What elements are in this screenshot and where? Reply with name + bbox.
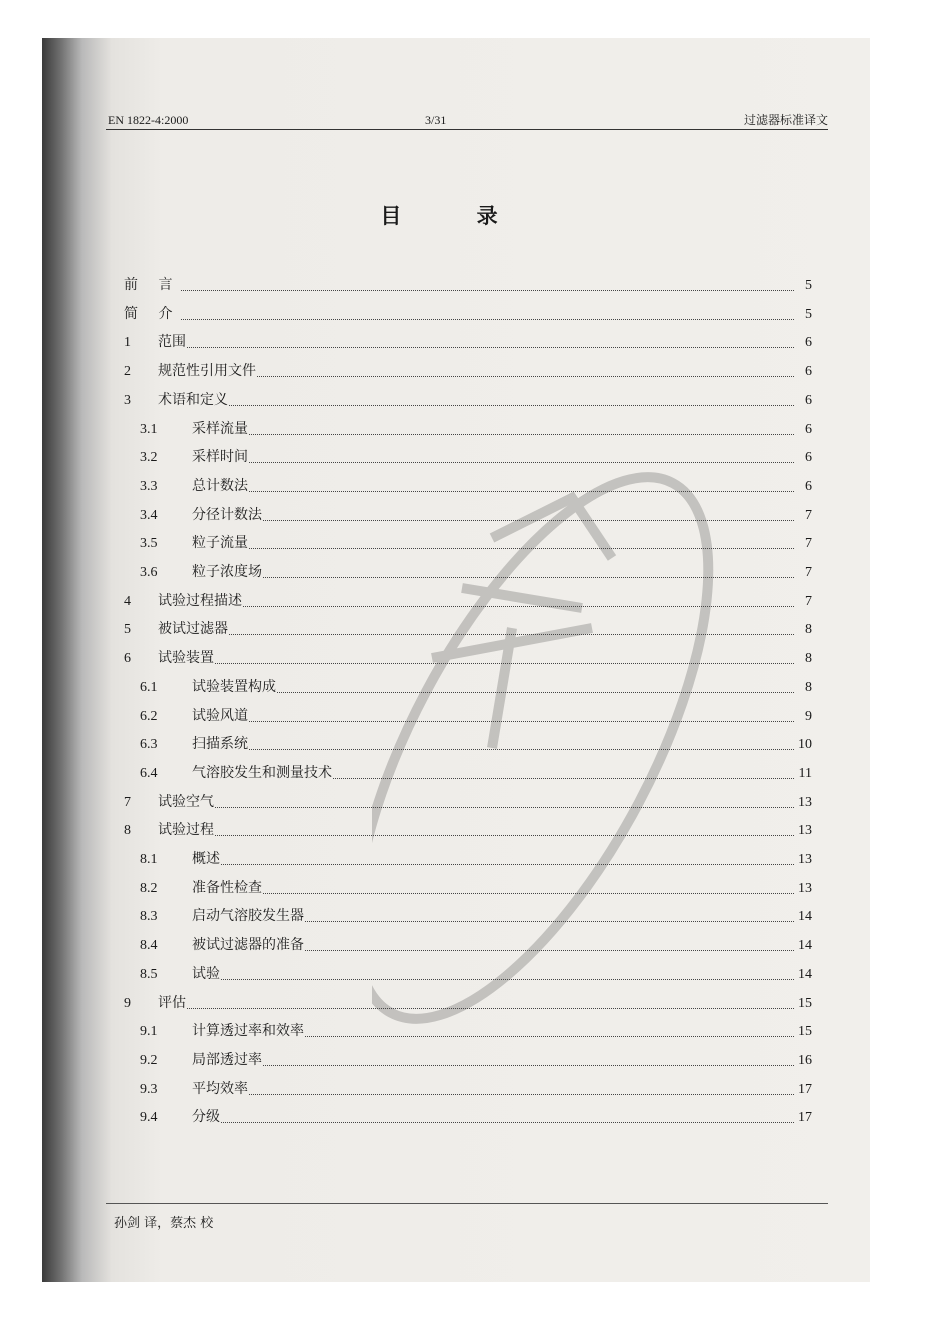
toc-entry-number: 简 介 [124,305,181,322]
header-rule [106,129,828,130]
toc-entry-page: 6 [805,478,812,494]
page-number: 3/31 [425,113,447,127]
toc-entry-title: 采样流量 [192,420,248,437]
footer-rule [106,1203,828,1204]
toc-entry-title: 被试过滤器的准备 [192,937,304,954]
toc-entry [124,678,812,696]
page-title: 目 录 [380,204,532,228]
toc-entry [124,1022,812,1040]
toc-entry [124,420,812,438]
toc-entry-number: 3.3 [140,478,158,494]
toc-leader-dots [263,1065,794,1066]
toc-entry-page: 7 [805,565,812,580]
toc-entry-page: 7 [805,593,812,609]
toc-entry-title: 气溶胶发生和测量技术 [192,764,332,781]
toc-entry-number: 6 [124,651,131,667]
toc-entry [124,879,812,897]
toc-leader-dots [305,950,794,951]
toc-entry-number: 2 [124,364,131,380]
toc-leader-dots [215,807,794,808]
toc-entry [124,965,812,983]
toc-entry-number: 6.4 [140,765,158,781]
toc-leader-dots [249,721,794,722]
toc-entry-title: 分级 [192,1109,220,1126]
toc-entry [124,620,812,638]
toc-entry-title: 试验装置 [158,650,214,667]
toc-entry-number: 8 [124,823,131,839]
toc-entry-number: 7 [124,794,131,810]
toc-entry [124,649,812,667]
toc-entry-title: 计算透过率和效率 [192,1023,304,1040]
translator-credit: 孙剑 译，蔡杰 校 [114,1216,214,1231]
toc-entry [124,391,812,409]
toc-entry-number: 8.4 [140,938,158,954]
standard-number: EN 1822-4:2000 [108,113,189,127]
toc-entry-page: 13 [798,794,812,810]
header-title: 过滤器标准译文 [743,113,828,127]
toc-leader-dots [249,434,794,435]
toc-entry-number: 9.1 [140,1024,158,1040]
toc-leader-dots [249,491,794,492]
toc-entry-page: 16 [798,1052,812,1068]
toc-leader-dots [187,1008,794,1009]
toc-entry-page: 6 [805,364,812,380]
toc-entry-number: 8.2 [140,880,158,896]
toc-entry-number: 3.1 [140,421,158,437]
toc-entry-title: 试验过程描述 [158,592,242,609]
toc-leader-dots [305,921,794,922]
toc-entry [124,305,812,323]
toc-leader-dots [215,663,794,664]
toc-entry-page: 14 [798,938,812,954]
toc-entry-page: 6 [805,335,812,351]
toc-entry-page: 8 [805,679,812,695]
toc-entry [124,592,812,610]
toc-entry-number: 9 [124,995,131,1011]
toc-entry [124,362,812,380]
toc-entry-page: 5 [805,306,812,322]
toc-entry-title: 概述 [192,851,220,867]
toc-entry [124,764,812,782]
toc-leader-dots [221,1122,794,1123]
toc-entry [124,448,812,466]
toc-entry [124,907,812,925]
toc-entry-number: 6.2 [140,708,158,724]
toc-entry-title: 评估 [158,994,186,1011]
toc-entry-page: 7 [805,507,812,523]
toc-entry-page: 17 [798,1081,812,1097]
toc-entry-page: 13 [798,823,812,839]
toc-entry [124,735,812,753]
toc-entry-title: 试验装置构成 [192,678,276,695]
toc-entry-title: 试验过程 [158,822,214,839]
toc-entry-number: 8.3 [140,909,158,925]
toc-entry-page: 17 [798,1110,812,1126]
toc-entry-page: 13 [798,852,812,867]
toc-entry-page: 9 [805,708,812,724]
toc-entry-number: 3.4 [140,507,158,523]
toc-entry-title: 启动气溶胶发生器 [192,908,304,925]
toc-entry-number: 8.1 [140,852,158,867]
toc-entry-page: 6 [805,450,812,466]
toc-leader-dots [221,864,794,865]
toc-entry-title: 被试过滤器 [158,621,228,638]
toc-entry [124,707,812,725]
toc-entry [124,994,812,1012]
toc-leader-dots [333,778,794,779]
toc-entry-page: 11 [798,765,812,781]
toc-entry-page: 10 [798,737,812,753]
toc-entry-title: 规范性引用文件 [158,363,256,380]
toc-entry [124,821,812,839]
toc-entry-title: 总计数法 [192,477,248,494]
toc-leader-dots [229,405,794,406]
toc-entry [124,1080,812,1098]
toc-entry [124,534,812,552]
toc-entry-page: 5 [805,278,812,293]
toc-entry-page: 15 [798,995,812,1011]
toc-entry-title: 粒子流量 [192,535,248,552]
toc-entry-number: 3 [124,392,131,408]
toc-entry-number: 1 [124,335,131,351]
toc-leader-dots [249,462,794,463]
toc-entry-title: 局部透过率 [192,1051,262,1068]
toc-leader-dots [249,548,794,549]
toc-entry-title: 试验空气 [158,793,214,810]
toc-entry [124,1108,812,1126]
toc-entry [124,1051,812,1069]
toc-entry-number: 9.2 [140,1052,158,1068]
toc-entry-title: 范围 [158,334,186,351]
toc-entry-number: 8.5 [140,966,158,982]
scanned-page [42,38,870,1282]
toc-entry-title: 粒子浓度场 [192,564,262,580]
toc-entry-page: 13 [798,880,812,896]
toc-entry-title: 分径计数法 [192,506,262,523]
toc-entry-title: 采样时间 [192,449,248,466]
toc-leader-dots [277,692,794,693]
toc-leader-dots [229,634,794,635]
toc-leader-dots [263,893,794,894]
toc-entry [124,276,812,294]
toc-leader-dots [263,577,794,578]
toc-entry-number: 6.3 [140,737,158,753]
toc-leader-dots [249,1094,794,1095]
toc-entry-number: 9.3 [140,1081,158,1097]
page-header [108,110,828,130]
toc-entry-number: 前 言 [124,277,181,293]
toc-entry [124,850,812,868]
toc-entry-page: 14 [798,909,812,925]
toc-entry-number: 3.2 [140,450,158,466]
toc-leader-dots [249,749,794,750]
toc-entry-page: 8 [805,651,812,667]
toc-entry-number: 5 [124,622,131,638]
toc-entry-number: 9.4 [140,1110,158,1126]
toc-entry-number: 4 [124,593,131,609]
toc-entry-page: 8 [805,622,812,638]
toc-leader-dots [181,319,794,320]
toc-entry-page: 14 [798,966,812,982]
toc-entry-page: 15 [798,1024,812,1040]
toc-entry-title: 试验 [192,965,220,982]
toc-entry-number: 3.5 [140,536,158,552]
toc-entry-page: 6 [805,421,812,437]
toc-entry-title: 试验风道 [192,707,248,724]
toc-entry-number: 3.6 [140,565,158,580]
toc-entry [124,563,812,581]
toc-entry-number: 6.1 [140,679,158,695]
toc-entry [124,793,812,811]
toc-leader-dots [187,347,794,348]
toc-leader-dots [263,520,794,521]
toc-entry [124,936,812,954]
toc-entry-page: 6 [805,392,812,408]
toc-entry-title: 准备性检查 [192,879,262,896]
toc-leader-dots [257,376,794,377]
toc-entry-page: 7 [805,536,812,552]
toc-entry-title: 术语和定义 [158,391,228,408]
toc-entry-title: 扫描系统 [192,736,248,753]
toc-leader-dots [305,1036,794,1037]
toc-leader-dots [243,606,794,607]
toc-leader-dots [181,290,794,291]
toc-entry [124,477,812,495]
toc-entry [124,506,812,524]
toc-entry [124,333,812,351]
toc-entry-title: 平均效率 [192,1080,248,1097]
toc-leader-dots [215,835,794,836]
toc-leader-dots [221,979,794,980]
